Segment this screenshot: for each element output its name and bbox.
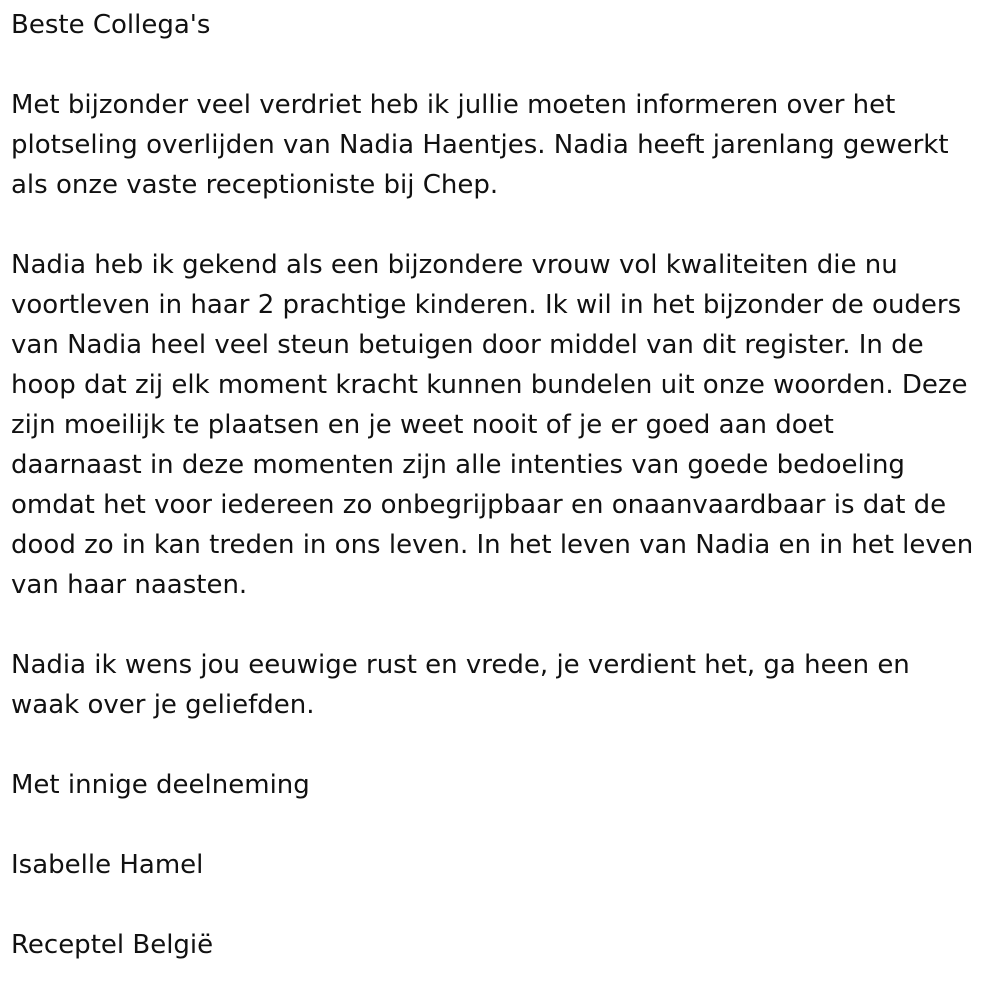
paragraph-gap [11, 45, 996, 85]
signature-name: Isabelle Hamel [11, 850, 204, 880]
paragraph-gap [11, 805, 996, 845]
paragraph-gap [11, 605, 996, 645]
signature-organization: Receptel België [11, 930, 214, 960]
text-line: voortleven in haar 2 prachtige kinderen. Ik wil in het bijzonder de ouders [11, 290, 962, 320]
paragraph-gap [11, 725, 996, 765]
text-line: daarnaast in deze momenten zijn alle intenties van goede bedoeling [11, 450, 905, 480]
paragraph-1 [11, 85, 996, 205]
paragraph-3 [11, 645, 996, 725]
text-line: als onze vaste receptioniste bij Chep. [11, 170, 499, 200]
condolence-letter [11, 5, 996, 965]
text-line: Met bijzonder veel verdriet heb ik jullie moeten informeren over het [11, 90, 896, 120]
text-line: omdat het voor iedereen zo onbegrijpbaar en onaanvaardbaar is dat de [11, 490, 947, 520]
paragraph-2 [11, 245, 996, 605]
paragraph-gap [11, 885, 996, 925]
text-line: dood zo in kan treden in ons leven. In het leven van Nadia en in het leven [11, 530, 974, 560]
text-line: Nadia heb ik gekend als een bijzondere vrouw vol kwaliteiten die nu [11, 250, 898, 280]
text-line: plotseling overlijden van Nadia Haentjes. Nadia heeft jarenlang gewerkt [11, 130, 949, 160]
text-line: hoop dat zij elk moment kracht kunnen bundelen uit onze woorden. Deze [11, 370, 968, 400]
paragraph-gap [11, 205, 996, 245]
text-line: van haar naasten. [11, 570, 248, 600]
text-line: waak over je geliefden. [11, 690, 315, 720]
text-line: Nadia ik wens jou eeuwige rust en vrede, je verdient het, ga heen en [11, 650, 910, 680]
salutation: Beste Collega's [11, 10, 211, 40]
text-line: van Nadia heel veel steun betuigen door middel van dit register. In de [11, 330, 924, 360]
text-line: zijn moeilijk te plaatsen en je weet nooit of je er goed aan doet [11, 410, 834, 440]
closing: Met innige deelneming [11, 770, 310, 800]
